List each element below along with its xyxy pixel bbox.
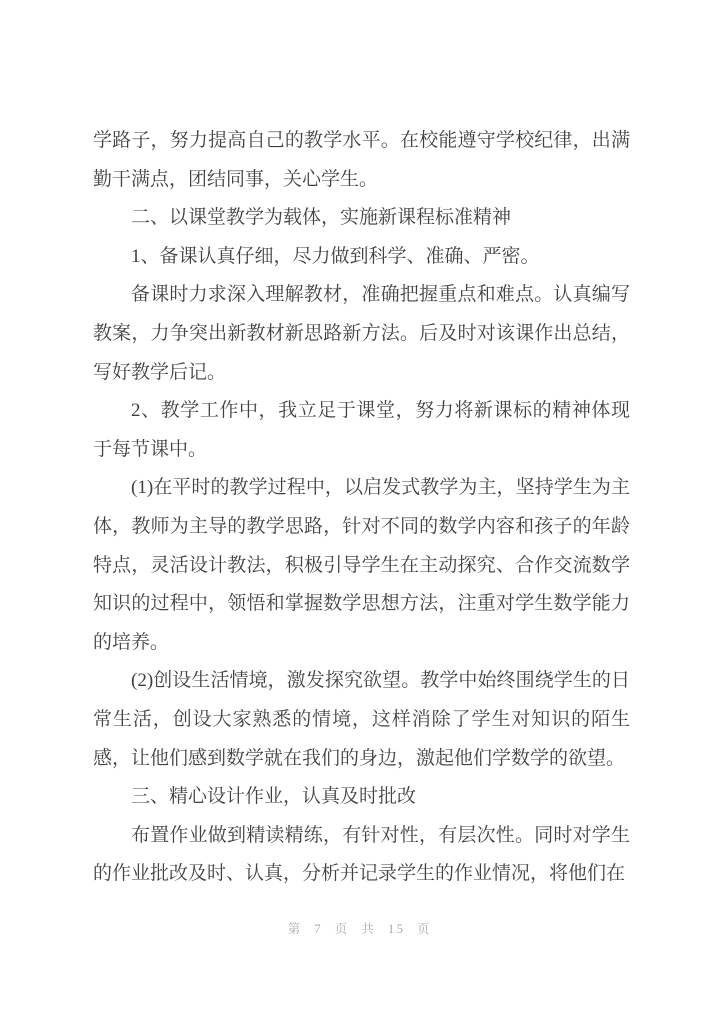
paragraph: (2)创设生活情境，激发探究欲望。教学中始终围绕学生的日常生活，创设大家熟悉的情境，这样消除了学生对知识的陌生感，让他们感到数学就在我们的身边，激起他们学数学的欲望。 — [93, 670, 630, 769]
paragraph: 备课时力求深入理解教材，准确把握重点和难点。认真编写教案，力争突出新教材新思路新方法。后及时对该课作出总结，写好教学后记。 — [93, 284, 630, 383]
paragraph: 布置作业做到精读精练，有针对性，有层次性。同时对学生的作业批改及时、认真，分析并记录学生的作业情况，将他们在 — [93, 824, 630, 885]
page-footer — [0, 919, 720, 937]
document-body — [93, 122, 630, 894]
page-number-label: 第 7 页 共 15 页 — [287, 922, 433, 936]
paragraph: 学路子，努力提高自己的教学水平。在校能遵守学校纪律，出满勤干满点，团结同事，关心学生。 — [93, 130, 630, 190]
paragraph: 2、教学工作中，我立足于课堂，努力将新课标的精神体现于每节课中。 — [93, 400, 630, 460]
paragraph: 二、以课堂教学为载体，实施新课程标准精神 — [131, 207, 512, 229]
paragraph: 三、精心设计作业，认真及时批改 — [131, 786, 417, 808]
paragraph: 1、备课认真仔细，尽力做到科学、准确、严密。 — [131, 245, 540, 267]
paragraph: (1)在平时的教学过程中，以启发式教学为主，坚持学生为主体，教师为主导的教学思路，针对不同的数学内容和孩子的年龄特点，灵活设计教法，积极引导学生在主动探究、合作交流数学知识的过程中，领悟和掌握数学思想方法，注重对学生数学能力的培养。 — [93, 477, 630, 653]
